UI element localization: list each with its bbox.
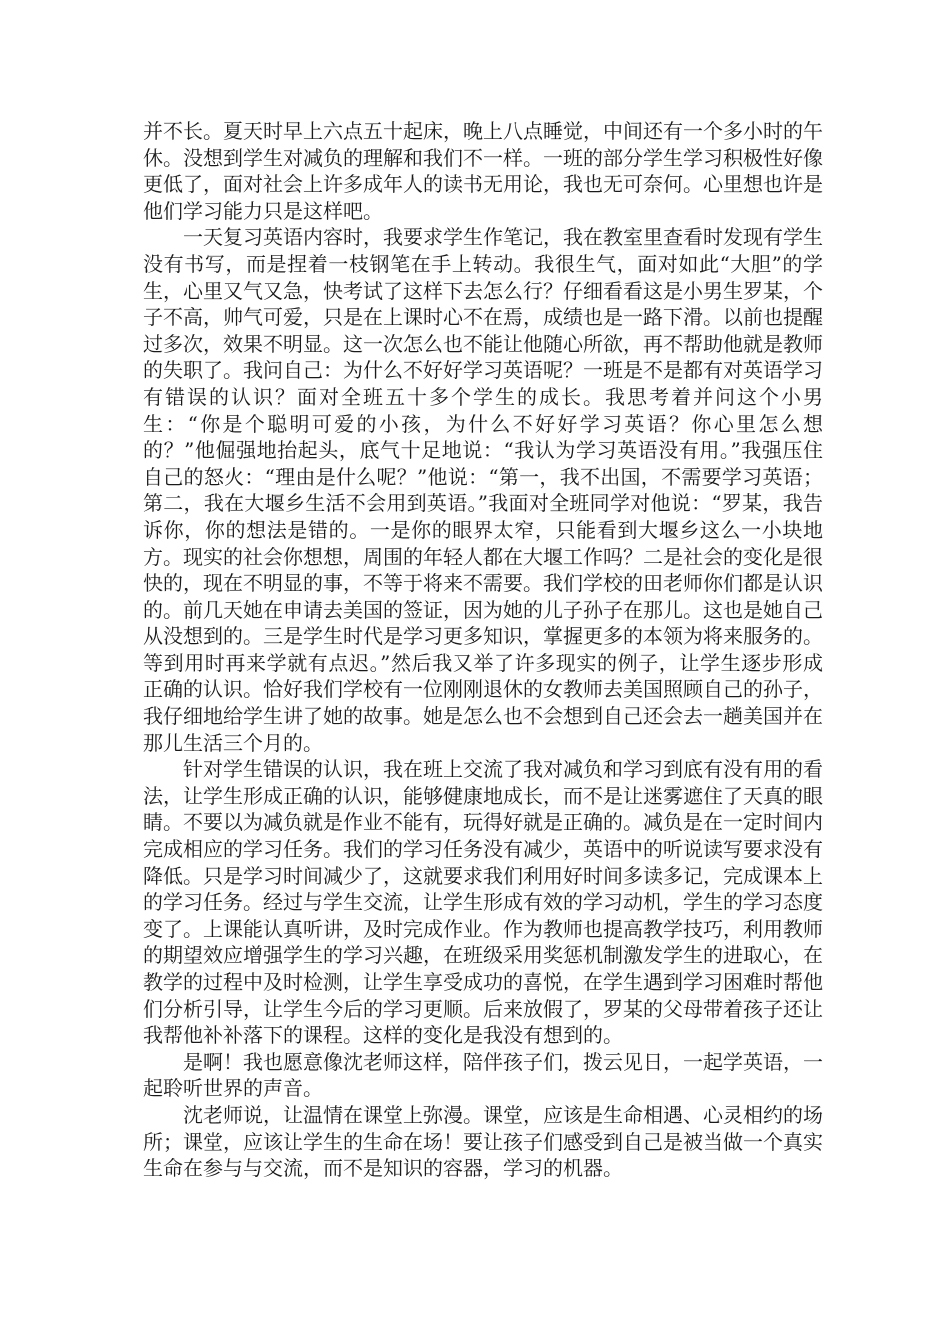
- paragraph-burden-reduction-discussion: 针对学生错误的认识，我在班上交流了我对减负和学习到底有没有用的看法，让学生形成正确的认识，能够健康地成长，而不是让迷雾遮住了天真的眼睛。不要以为减负就是作业不能有，玩得好就是正确的。减负是在一定时间内完成相应的学习任务。我们的学习任务没有减少，英语中的听说读写要求没有降低。只是学习时间减少了，这就要求我们利用好时间多读多记，完成课本上的学习任务。经过与学生交流，让学生形成有效的学习动机，学生的学习态度变了。上课能认真听讲，及时完成作业。作为教师也提高教学技巧，利用教师的期望效应增强学生的学习兴趣，在班级采用奖惩机制激发学生的进取心，在教学的过程中及时检测，让学生享受成功的喜悦，在学生遇到学习困难时帮他们分析引导，让学生今后的学习更顺。后来放假了，罗某的父母带着孩子还让我帮他补补落下的课程。这样的变化是我没有想到的。: [143, 757, 823, 1048]
- paragraph-classroom-warmth: 沈老师说，让温情在课堂上弥漫。课堂，应该是生命相遇、心灵相约的场所；课堂，应该让学生的生命在场！要让孩子们感受到自己是被当做一个真实生命在参与与交流，而不是知识的容器，学习的机器。: [143, 1102, 823, 1181]
- document-body: [143, 118, 823, 1182]
- paragraph-continuation: 并不长。夏天时早上六点五十起床，晚上八点睡觉，中间还有一个多小时的午休。没想到学生对减负的理解和我们不一样。一班的部分学生学习积极性好像更低了，面对社会上许多成年人的读书无用论，我也无可奈何。心里想也许是他们学习能力只是这样吧。: [143, 119, 823, 223]
- paragraph-reflection: 是啊！我也愿意像沈老师这样，陪伴孩子们，拨云见日，一起学英语，一起聆听世界的声音。: [143, 1049, 823, 1101]
- paragraph-english-review-story: 一天复习英语内容时，我要求学生作笔记，我在教室里查看时发现有学生没有书写，而是捏着一枝钢笔在手上转动。我很生气，面对如此“大胆”的学生，心里又气又急，快考试了这样下去怎么行？仔细看看这是小男生罗某，个子不高，帅气可爱，只是在上课时心不在焉，成绩也是一路下滑。以前也提醒过多次，效果不明显。这一次怎么也不能让他随心所欲，再不帮助他就是教师的失职了。我问自己：为什么不好好学习英语呢？一班是不是都有对英语学习有错误的认识？面对全班五十多个学生的成长。我思考着并问这个小男生：“你是个聪明可爱的小孩，为什么不好好学习英语？你心里怎么想的？”他倔强地抬起头，底气十足地说：“我认为学习英语没有用。”我强压住自己的怒火：“理由是什么呢？”他说：“第一，我不出国，不需要学习英语；第二，我在大堰乡生活不会用到英语。”我面对全班同学对他说：“罗某，我告诉你，你的想法是错的。一是你的眼界太窄，只能看到大堰乡这么一小块地方。现实的社会你想想，周围的年轻人都在大堰工作吗？二是社会的变化是很快的，现在不明显的事，不等于将来不需要。我们学校的田老师你们都是认识的。前几天她在申请去美国的签证，因为她的儿子孙子在那儿。这也是她自己从没想到的。三是学生时代是学习更多知识，掌握更多的本领为将来服务的。等到用时再来学就有点迟。”然后我又举了许多现实的例子，让学生逐步形成正确的认识。恰好我们学校有一位刚刚退休的女教师去美国照顾自己的孙子，我仔细地给学生讲了她的故事。她是怎么也不会想到自己还会去一趟美国并在那儿生活三个月的。: [143, 225, 823, 755]
